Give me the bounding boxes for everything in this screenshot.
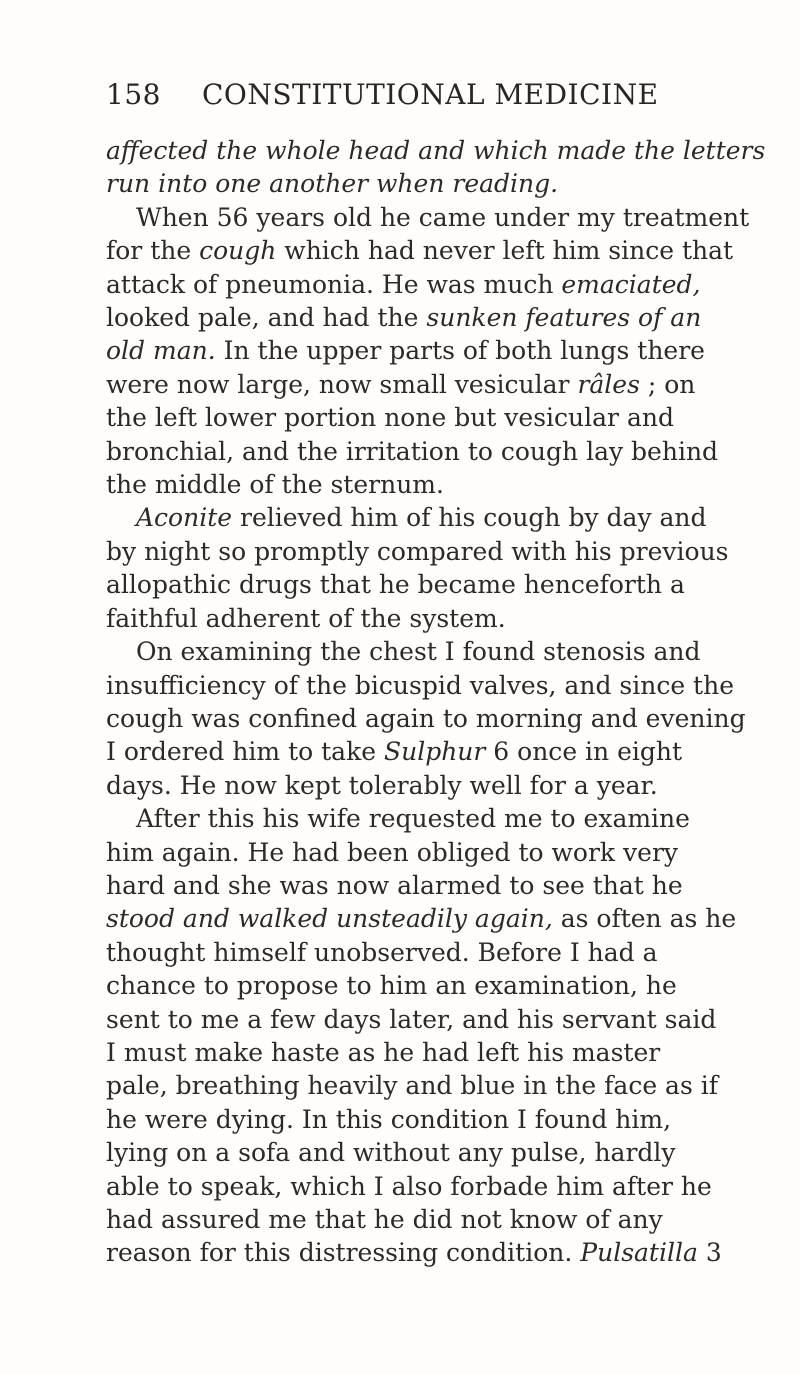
text-run: him again. He had been obliged to work very xyxy=(106,837,679,867)
italic-text: stood and walked unsteadily again, xyxy=(106,904,553,934)
text-run: cough was confined again to morning and evening xyxy=(106,703,746,733)
text-line xyxy=(106,234,766,267)
text-run: chance to propose to him an examination, he xyxy=(106,971,677,1001)
text-line xyxy=(106,334,766,367)
text-run: 3 xyxy=(697,1238,722,1268)
text-run: had assured me that he did not know of any xyxy=(106,1205,663,1234)
text-run: were now large, now small vesicular xyxy=(106,369,578,399)
text-run: hard and she was now alarmed to see that he xyxy=(106,870,683,900)
italic-text: Pulsatilla xyxy=(580,1238,698,1268)
running-title: CONSTITUTIONAL MEDICINE xyxy=(202,78,659,111)
text-line xyxy=(106,568,766,601)
text-line xyxy=(106,602,766,635)
text-line xyxy=(106,869,766,902)
text-run: sent to me a few days later, and his servant said xyxy=(106,1004,717,1034)
italic-text: râles xyxy=(577,369,640,399)
text-line xyxy=(106,368,766,401)
text-run: allopathic drugs that he became henceforth a xyxy=(106,570,685,600)
italic-text: emaciated, xyxy=(561,269,701,299)
text-run: attack of pneumonia. He was much xyxy=(106,269,562,299)
text-run: relieved him of his cough by day and xyxy=(232,503,707,533)
text-run: the left lower portion none but vesicular and xyxy=(106,403,674,433)
body-text xyxy=(106,134,766,1270)
italic-text: affected the whole head and which made the letters xyxy=(106,136,766,165)
text-run: for the xyxy=(106,236,200,266)
italic-text: run into one another when reading. xyxy=(106,169,559,199)
text-line xyxy=(106,535,766,568)
text-line xyxy=(106,301,766,334)
text-run: In the upper parts of both lungs there xyxy=(215,336,705,366)
text-run: faithful adherent of the system. xyxy=(106,603,506,633)
text-run: the middle of the sternum. xyxy=(106,470,444,500)
italic-text: old man. xyxy=(106,336,216,366)
text-run: lying on a sofa and without any pulse, hardly xyxy=(106,1138,676,1168)
text-line xyxy=(106,134,766,167)
text-line xyxy=(106,669,766,702)
text-line xyxy=(106,769,766,802)
text-run: ; on xyxy=(639,369,696,399)
text-run: able to speak, which I also forbade him after he xyxy=(106,1171,712,1201)
text-run: thought himself unobserved. Before I had a xyxy=(106,937,658,967)
italic-text: Sulphur xyxy=(383,737,486,767)
text-run: bronchial, and the irritation to cough lay behind xyxy=(106,436,719,466)
text-line xyxy=(106,635,766,668)
italic-text: cough xyxy=(199,236,277,266)
text-run: insufficiency of the bicuspid valves, and since the xyxy=(106,670,735,700)
text-run: When 56 years old he came under my treatment xyxy=(136,202,750,232)
text-run: On examining the chest I found stenosis and xyxy=(136,637,701,667)
text-line xyxy=(106,468,766,501)
text-line xyxy=(106,1170,766,1203)
running-head xyxy=(106,78,666,118)
text-line xyxy=(106,702,766,735)
text-run: 6 once in eight xyxy=(485,737,683,767)
text-line xyxy=(106,802,766,835)
text-run: After this his wife requested me to examine xyxy=(136,804,690,834)
text-run: days. He now kept tolerably well for a year. xyxy=(106,770,658,800)
text-line xyxy=(106,969,766,1002)
text-line xyxy=(106,201,766,234)
italic-text: sunken features of an xyxy=(426,303,702,333)
text-line xyxy=(106,1236,766,1269)
text-line xyxy=(106,1203,766,1236)
text-line xyxy=(106,1136,766,1169)
text-line xyxy=(106,167,766,200)
text-line xyxy=(106,268,766,301)
text-line xyxy=(106,1069,766,1102)
text-run: as often as he xyxy=(552,904,737,934)
text-run: I ordered him to take xyxy=(106,737,384,767)
text-run: reason for this distressing condition. xyxy=(106,1238,581,1268)
italic-text: Aconite xyxy=(136,503,233,533)
text-line xyxy=(106,1103,766,1136)
page-number: 158 xyxy=(106,78,161,111)
text-line xyxy=(106,1003,766,1036)
text-run: looked pale, and had the xyxy=(106,303,427,333)
text-line xyxy=(106,735,766,768)
text-run: which had never left him since that xyxy=(276,236,734,266)
text-run: I must make haste as he had left his master xyxy=(106,1037,661,1067)
text-line xyxy=(106,501,766,534)
text-line xyxy=(106,902,766,935)
text-line xyxy=(106,401,766,434)
text-line xyxy=(106,836,766,869)
text-run: by night so promptly compared with his previous xyxy=(106,536,729,566)
text-line xyxy=(106,1036,766,1069)
text-line xyxy=(106,435,766,468)
text-run: pale, breathing heavily and blue in the face as if xyxy=(106,1071,718,1101)
text-line xyxy=(106,936,766,969)
text-run: he were dying. In this condition I found him, xyxy=(106,1104,672,1134)
